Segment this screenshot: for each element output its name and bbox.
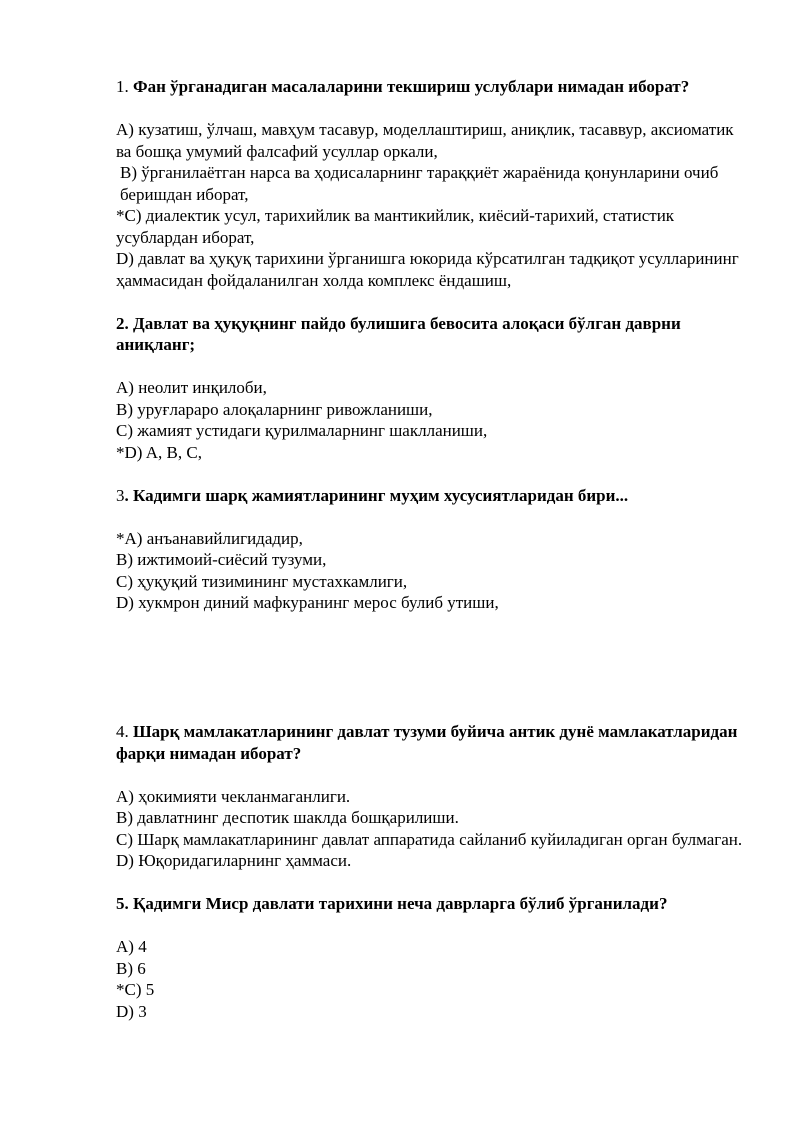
option-d: D) давлат ва ҳуқуқ тарихини ўрганишга юкорида кўрсатилган тадқиқот усулларининг ҳаммасидан фойдаланилган холда комплекс ёндашиш,	[116, 249, 739, 290]
option-c: *C) 5	[116, 980, 155, 999]
option-c: C) ҳуқуқий тизимининг мустахкамлиги,	[116, 571, 408, 591]
option-d: D) Юқоридагиларнинг ҳаммаси.	[116, 851, 352, 870]
blank-space	[116, 635, 746, 721]
document-page	[116, 76, 746, 1044]
option-a: A) 4	[116, 937, 147, 956]
question-number: 1.	[116, 77, 129, 96]
question-text: Давлат ва ҳуқуқнинг пайдо булишига бевосита алоқаси бўлган даврни аниқланг;	[116, 313, 681, 354]
option-a: A) ҳокимияти чекланмаганлиги.	[116, 786, 351, 806]
question-text: Шарқ мамлакатларининг давлат тузуми буйича антик дунё мамлакатларидан фарқи нимадан иборат?	[116, 722, 738, 763]
question-text: Қадимги Миср давлати тарихини неча даврларга бўлиб ўрганилади?	[133, 894, 668, 913]
question-1-options	[116, 119, 746, 291]
question-5-options	[116, 936, 746, 1022]
question-4-options	[116, 786, 746, 872]
option-b: B) ўрганилаётган нарса ва ҳодисаларнинг тараққиёт жараёнида қонунларини очиб беришдан иборат,	[120, 163, 719, 204]
question-2-options	[116, 377, 746, 463]
option-b: B) ижтимоий-сиёсий тузуми,	[116, 550, 327, 569]
option-b: B) уруғлараро алоқаларнинг ривожланиши,	[116, 399, 433, 419]
question-text: Фан ўрганадиган масалаларини текшириш услублари нимадан иборат?	[133, 77, 690, 96]
option-a: A) неолит инқилоби,	[116, 378, 267, 397]
option-d: D) 3	[116, 1001, 147, 1021]
option-a: *A) анъанавийлигидадир,	[116, 528, 303, 548]
question-5-title	[116, 893, 746, 915]
question-number: 2.	[116, 313, 129, 333]
option-d: *D) A, B, C,	[116, 442, 202, 462]
question-4-title	[116, 721, 746, 764]
question-text: . Кадимги шарқ жамиятларининг муҳим хусусиятларидан бири...	[124, 485, 629, 505]
question-number: 5.	[116, 894, 129, 913]
option-b: B) давлатнинг деспотик шаклда бошқарилиши.	[116, 808, 459, 827]
question-number: 3	[116, 485, 125, 505]
question-3-title	[116, 485, 746, 507]
question-3-options	[116, 528, 746, 614]
option-d: D) хукмрон диний мафкуранинг мерос булиб утиши,	[116, 593, 499, 612]
question-1-title	[116, 76, 746, 98]
option-b: B) 6	[116, 958, 146, 978]
option-a: A) кузатиш, ўлчаш, мавҳум тасавур, моделлаштириш, аниқлик, тасаввур, аксиоматик ва бошқа умумий фалсафий усуллар оркали,	[116, 120, 734, 161]
option-c: C) Шарқ мамлакатларининг давлат аппаратида сайланиб куйиладиган орган булмаган.	[116, 829, 743, 849]
option-c: C) жамият устидаги қурилмаларнинг шаклланиши,	[116, 421, 488, 440]
question-2-title	[116, 313, 746, 356]
question-number: 4.	[116, 722, 129, 741]
option-c: *C) диалектик усул, тарихийлик ва мантикийлик, киёсий-тарихий, статистик усублардан иборат,	[116, 206, 675, 247]
